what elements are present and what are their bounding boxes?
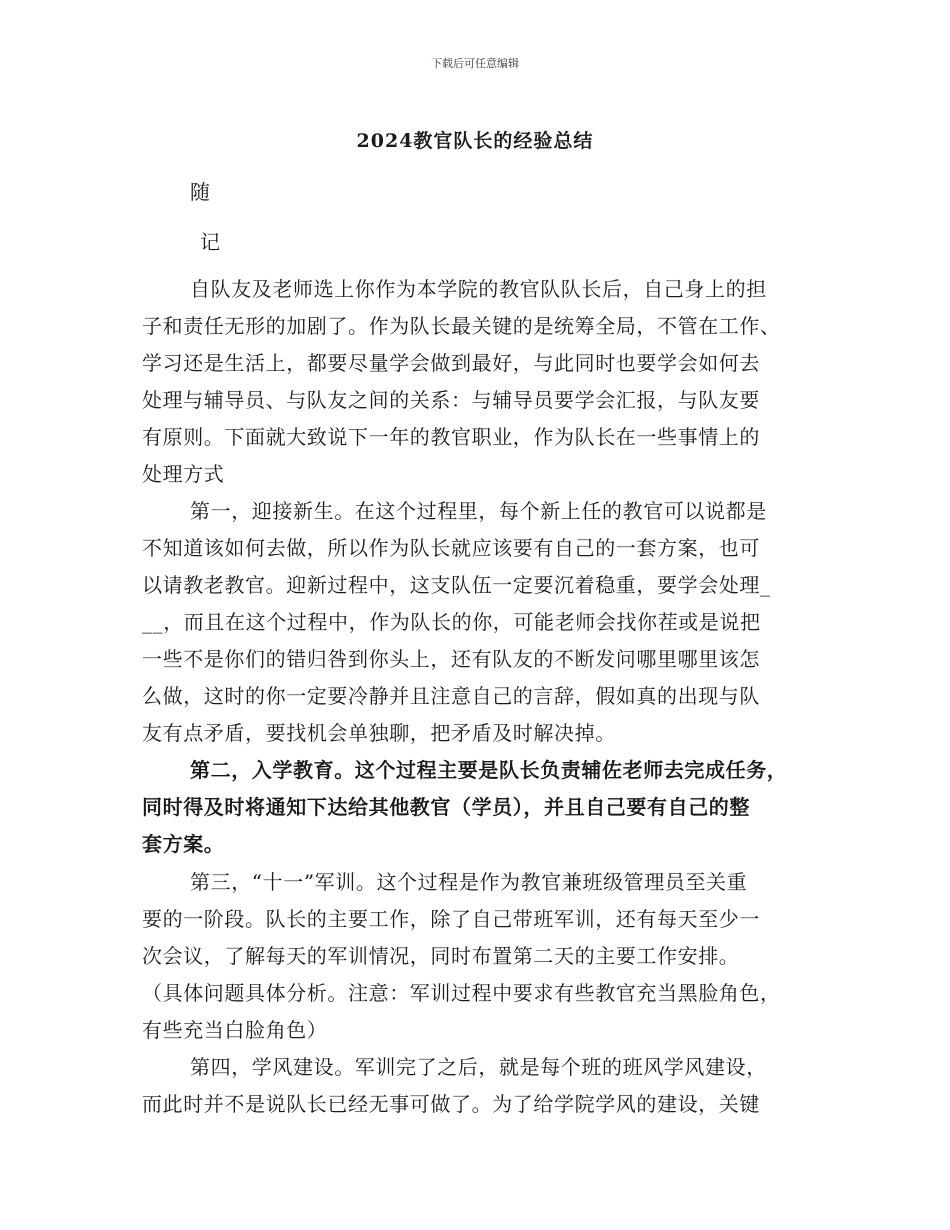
body-line: 第二，入学教育。这个过程主要是队长负责辅佐老师去完成任务， xyxy=(190,758,788,782)
body-line: 套方案。 xyxy=(142,832,225,856)
body-line: 子和责任无形的加剧了。作为队长最关键的是统筹全局，不管在工作、 xyxy=(142,314,781,338)
body-line: 以请教老教官。迎新过程中，这支队伍一定要沉着稳重，要学会处理_ xyxy=(142,573,771,597)
body-line: 不知道该如何去做，所以作为队长就应该要有自己的一套方案，也可 xyxy=(142,536,760,560)
body-line: 学习还是生活上，都要尽量学会做到最好，与此同时也要学会如何去 xyxy=(142,351,760,375)
body-line: 要的一阶段。队长的主要工作，除了自己带班军训，还有每天至少一 xyxy=(142,907,760,931)
body-line: （具体问题具体分析。注意：军训过程中要求有些教官充当黑脸角色， xyxy=(142,981,781,1005)
body-line: 友有点矛盾，要找机会单独聊，把矛盾及时解决掉。 xyxy=(142,721,616,745)
body-line: 而此时并不是说队长已经无事可做了。为了给学院学风的建设，关键 xyxy=(142,1092,760,1116)
body-line: __，而且在这个过程中，作为队长的你，可能老师会找你茬或是说把 xyxy=(142,610,761,634)
body-line: 么做，这时的你一定要冷静并且注意自己的言辞，假如真的出现与队 xyxy=(142,684,760,708)
body-line: 有些充当白脸角色） xyxy=(142,1018,328,1042)
body-line: 次会议，了解每天的军训情况，同时布置第二天的主要工作安排。 xyxy=(142,944,740,968)
body-line: 处理方式 xyxy=(142,462,225,486)
body-line: 第三，“十一”军训。这个过程是作为教官兼班级管理员至关重 xyxy=(190,870,748,894)
body-line: 处理与辅导员、与队友之间的关系：与辅导员要学会汇报，与队友要 xyxy=(142,388,760,412)
page-header: 下载后可任意编辑 xyxy=(431,57,519,70)
body-line: 记 xyxy=(200,230,221,254)
document-title: 2024教官队长的经验总结 xyxy=(356,130,594,152)
body-line: 自队友及老师选上你作为本学院的教官队队长后，自己身上的担 xyxy=(190,277,767,301)
body-line: 第四，学风建设。军训完了之后，就是每个班的班风学风建设， xyxy=(190,1055,767,1079)
body-line: 随 xyxy=(190,180,211,204)
body-line: 有原则。下面就大致说下一年的教官职业，作为队长在一些事情上的 xyxy=(142,425,760,449)
body-line: 第一，迎接新生。在这个过程里，每个新上任的教官可以说都是 xyxy=(190,499,767,523)
body-line: 同时得及时将通知下达给其他教官（学员），并且自己要有自己的整 xyxy=(142,795,750,819)
body-line: 一些不是你们的错归咎到你头上，还有队友的不断发问哪里哪里该怎 xyxy=(142,647,760,671)
